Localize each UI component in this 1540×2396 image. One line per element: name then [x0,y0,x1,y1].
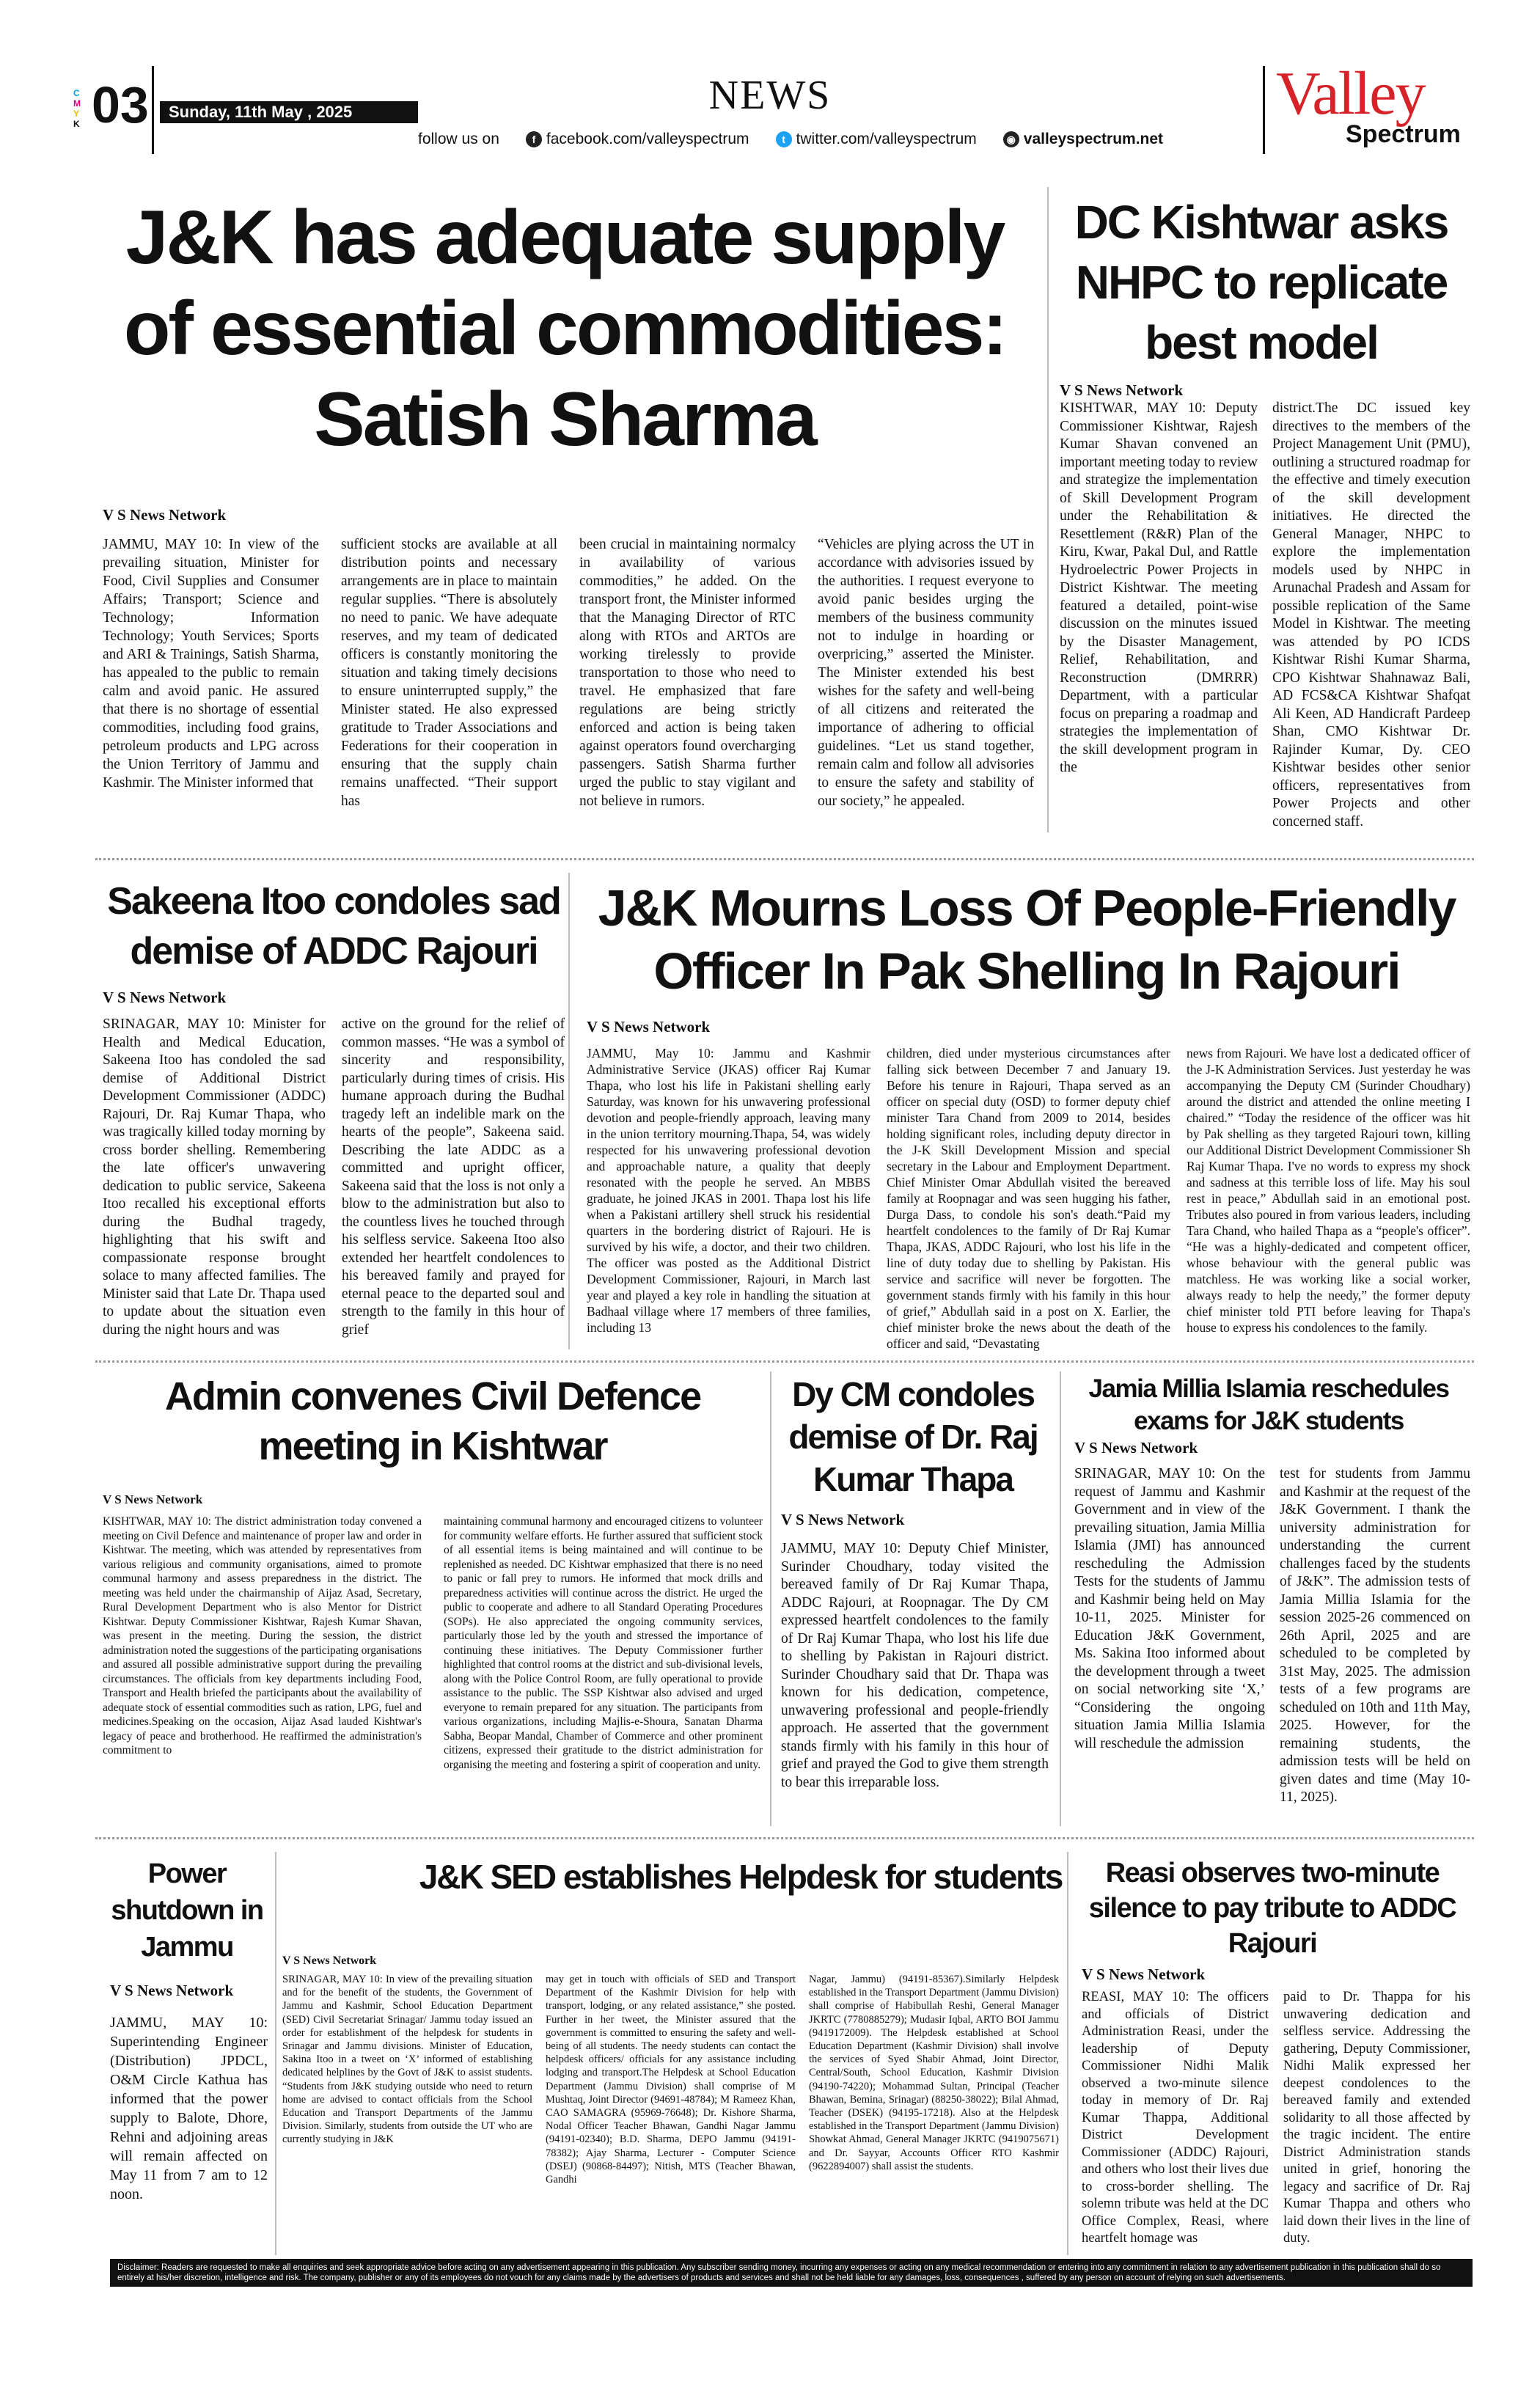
twitter-text: twitter.com/valleyspectrum [796,131,977,147]
byline-power: V S News Network [110,1982,234,1999]
body-dycm [781,1540,1049,1830]
divider [1067,1852,1068,2255]
page-number: 03 [92,76,149,133]
headline-supply: J&K has adequate supply of essential commodities: Satish Sharma [123,195,1006,462]
jamia-col-2: test for students from Jammu and Kashmir at the request of the J&K Government. I thank the university administration for understanding the current challenges faced by the students of J&K”. The admission tests of Jamia Millia Islamia for the session 2025-26 commenced on 26th April, 2025 and are scheduled to be completed by 31st May, 2025. The admission tests of a few programs are scheduled on 10th and 11th May, 2025. However, for the remaining students, the admission tests will be held on given dates and time (May 10-11, 2025). [1280,1466,1470,1805]
nhpc-col-1: KISHTWAR, MAY 10: Deputy Commissioner Kishtwar, Rajesh Kumar Shavan convened an important meeting today to review and strategize the implementation of Skill Development Program under the Rehabilitation & Resettlement (R&R) Plan of the Kiru, Kwar, Pakal Dul, and Rattle Hydroelectric Power Projects in District Kishtwar. The meeting featured a detailed, point-wise discussion on the minutes issued by the Disaster Management, Relief, Rehabilitation, and Reconstruction (DMRRR) Department, with a particular focus on preparing a roadmap and strategies the implementation of the skill development program in the [1060,400,1258,775]
twitter-link[interactable] [776,131,977,148]
sed-col-1: SRINAGAR, MAY 10: In view of the prevailing situation and for the benefit of the students, the Government of Jammu and Kashmir, School Education Department (SED) Civil Secretariat Srinagar/ Jammu today issued an order for establishment of the helpdesk for students in Srinagar and Jammu divisions. Minister of Education, Sakina Itoo in a tweet on ‘X’ informed of establishing dedicated helplines by the Govt of J&K to assist students. “Students from J&K studying outside who need to return home are advised to contact officials from the School Education and Transport Departments of the Jammu Division. Similarly, students from outside the UT who are currently studying in J&K [282,1974,532,2146]
mourns-col-3: news from Rajouri. We have lost a dedicated officer of the J-K Administration Services. Just yesterday he was accompanying the Deputy CM (Surinder Choudhary) around the district and attended the online meeting I chaired.” “Today the residence of the officer was hit by Pak shelling as they targeted Rajouri town, killing our Additional District Development Commissioner Sh Raj Kumar Thapa. I've no words to express my shock and sadness at this terrible loss of life. May his soul rest in peace,” Abdullah said in an emotional post. Tributes also poured in from various leaders, including Tara Chand, who hailed Thapa as a “people's officer”. “He was a highly-dedicated and competent officer, whose behaviour with the general public was matchless. He was working like a social worker, always ready to help the needy,” the former deputy chief minister told PTI before leaving for Thapa's house to express his condolences to the family. [1187,1046,1470,1335]
divider [770,1371,771,1826]
section-title: NEWS [708,73,832,118]
headline-kishtwar-nhpc: DC Kishtwar asks NHPC to replicate best model [1074,196,1448,369]
cmyk-k: K [73,119,80,129]
divider [95,858,1474,860]
headline-civil-defence: Admin convenes Civil Defence meeting in Kishtwar [164,1374,701,1468]
valley-spectrum-logo [1276,59,1467,148]
divider [1060,1371,1061,1826]
body-mourns [587,1045,1470,1353]
mourns-col-2: children, died under mysterious circumstances after falling sick between December 7 and January 19. Before his tenure in Rajouri, Thapa served as an officer on special duty (OSD) to former deputy chief minister Tara Chand from 2009 to 2014, besides holding significant roles, including deputy director in the J-K Skill Development Mission and special secretary in the Labour and Employment Department. Chief Minister Omar Abdullah visited the bereaved family at Roopnagar and was seen hugging his father, Durga Dass, to condole his son's death.“Paid my heartfelt condolences to the family of Dr Raj Kumar Thapa, JKAS, ADDC Rajouri, who lost his life in the line of duty today due to shelling by Pakistan. His service and sacrifice will never be forgotten. The government stands firmly with his family in this hour of grief,” Abdullah said in a post on X. Earlier, the chief minister broke the news about the death of the officer and said, “Devastating [887,1046,1170,1351]
byline-kishtwar-nhpc: V S News Network [1060,381,1184,399]
globe-icon: ◉ [1003,131,1019,147]
headline-reasi: Reasi observes two-minute silence to pay tribute to ADDC Rajouri [1088,1858,1456,1959]
supply-col-1: JAMMU, MAY 10: In view of the prevailing situation, Minister for Food, Civil Supplies and Consumer Affairs; Transport; Science and Technology; Information Technology; Youth Services; Sports and ARI & Trainings, Satish Sharma, has appealed to the public to remain calm and avoid panic. He assured that there is no shortage of essential commodities, including food grains, petroleum products and LPG across the Union Territory of Jammu and Kashmir. The Minister informed that [103,537,319,791]
supply-col-2: sufficient stocks are available at all distribution points and necessary arrangements are in place to maintain regular supplies. “There is absolutely no need to panic. We have adequate reserves, and my team of dedicated officers is constantly monitoring the situation and taking timely decisions to ensure uninterrupted supply,” the Minister stated. He also expressed gratitude to Trader Associations and Federations for their cooperation in ensuring that the supply chain remains unaffected. “Their support has [341,537,557,809]
cmyk-m: M [73,98,81,109]
body-jamia [1074,1465,1470,1832]
civil-col-1: KISHTWAR, MAY 10: The district administration today convened a meeting on Civil Defence and maintenance of proper law and order in Kishtwar. The meeting, which was attended by representatives from various religious and community organisations, aimed to promote communal harmony and assess preparedness in the district. The meeting was held under the chairmanship of Aijaz Asad, Secretary, Rural Development Department who is also Mentor for District Kishtwar. Deputy Commissioner Kishtwar, Rajesh Kumar Shavan, was present in the meeting. During the session, the district administration noted the suggestions of the participating organisations and assured all possible administrative support during the prevailing circumstances. The officials from key departments including Food, Transport and Health briefed the participants about the availability of adequate stock of essential commodities such as ration, LPG, fuel and medicines.Speaking on the occasion, Aijaz Asad lauded Kishtwar's legacy of peace and brotherhood. He reaffirmed the administration's commitment to [103,1515,422,1756]
headline-dycm: Dy CM condoles demise of Dr. Raj Kumar Thapa [788,1375,1038,1498]
byline-sed: V S News Network [282,1954,377,1967]
facebook-text: facebook.com/valleyspectrum [546,131,749,147]
logo-divider [1263,66,1265,154]
mourns-col-1: JAMMU, May 10: Jammu and Kashmir Administrative Service (JKAS) officer Raj Kumar Thapa, who lost his life in Pakistani shelling early Saturday, was known for his unwavering professional devotion and people-friendly approach, leaving many in the union territory mourning.Thapa, 54, was widely respected for his unwavering professional devotion and approachable nature, a quality that deeply resonated with the people he served. An MBBS graduate, he joined JKAS in 2001. Thapa lost his life when a Pakistani artillery shell struck his residential quarters in the bordering district of Rajouri. He is survived by his wife, a doctor, and their two children. The officer was posted as the Additional District Development Commissioner, Rajouri, in March last year and played a key role in handling the situation at Badhaal village where 17 members of three families, including 13 [587,1046,870,1335]
sed-col-2: may get in touch with officials of SED and Transport Department of the Kashmir Division for help with transport, lodging, or any related assistance,” she posted. Further in her tweet, the Minister assured that the government is committed to ensuring the safety and well-being of all students. The needy students can contact the helpdesk officers/ officials for any assistance including lodging and transport.The Helpdesk at School Education Department (Jammu Division) shall comprise of M Mushtaq, Joint Director (94691-48784); M Rameez Khan, CAO SAMAGRA (95969-76648); Dr. Kishore Sharma, Nodal Officer Teacher Bhawan, Gandhi Nagar Jammu (94191-02340); B.D. Sharma, DEPO Jammu (94191-78382); Ajay Sharma, Lecturer - Computer Science (DSEJ) (90868-84497); Nitish, MTS (Teacher Bhawan, Gandhi [546,1974,796,2186]
website-text: valleyspectrum.net [1023,131,1164,147]
nhpc-col-2: district.The DC issued key directives to the members of the Project Management Unit (PMU), outlining a structured roadmap for the effective and timely execution of the skill development initiatives. He directed the General Manager, NHPC to explore the implementation models used by NHPC in Arunachal Pradesh and Assam for possible replication of the Same Model in Kishtwar. The meeting was attended by PO ICDS Kishtwar Rishi Kumar Sharma, CPO Kishtwar Shahnawaz Bali, AD FCS&CA Kishtwar Shafqat Ali Keen, AD Handicraft Pardeep Shan, CMO Kishtwar Dr. Rajinder Kumar, Dy. CEO Kishtwar besides other senior officers, representatives from Power Projects and other concerned staff. [1272,400,1470,829]
cmyk-c: C [73,88,80,98]
byline-civil-defence: V S News Network [103,1492,203,1506]
headline-sed: J&K SED establishes Helpdesk for students [419,1858,1063,1896]
issue-date: Sunday, 11th May , 2025 [160,101,418,123]
body-supply [103,535,1034,829]
body-power [110,2013,268,2248]
sed-col-3: Nagar, Jammu) (94191-85367).Similarly Helpdesk established in the Transport Department (Jammu Division) shall comprise of Habibullah Reshi, General Manager JKRTC (7780885279); Mudasir Iqbal, ARTO BOI Jammu (9419172009). The Helpdesk established at School Education Department (Kashmir Division) shall involve the services of Syed Shabir Ahmad, Joint Director, Central/South, School Education, Kashmir Division (94190-74220); Mohammad Sultan, Principal (Teacher Bhawan, Bemina, Srinagar) (88250-38022); Bilal Ahmad, Teacher (DSEK) (94195-17218). Also at the Helpdesk established in the Transport Department (Jammu Division) Showkat Ahmad, General Manager JKRTC (9419075671) and Dr. Sayyar, Accounts Officer RTO Kashmir (9622894007) shall assist the students. [809,1974,1059,2172]
byline-mourns: V S News Network [587,1018,711,1036]
logo-main: Valley [1276,59,1425,128]
body-reasi [1082,1989,1470,2253]
cmyk-y: Y [73,109,80,119]
reasi-col-2: paid to Dr. Thappa for his unwavering dedication and selfless service. Addressing the gathering, Deputy Commissioner, Nidhi Malik expressed her deepest condolences to the bereaved family and extended solidarity to all those affected by the tragic incident. The entire District Administration stands united in grief, honoring the legacy and sacrifice of Dr. Raj Kumar Thappa and others who laid down their lives in the line of duty. [1283,1990,1470,2246]
byline-sakeena: V S News Network [103,989,227,1006]
headline-power: Power shutdown in Jammu [111,1858,263,1963]
headline-jamia: Jamia Millia Islamia reschedules exams for J&K students [1088,1374,1449,1435]
divider [568,873,570,1349]
body-civil-defence [103,1514,763,1830]
sakeena-col-2: active on the ground for the relief of common masses. “He was a symbol of sincerity and responsibility, particularly during times of crisis. His humane approach during the Budhal tragedy left an indelible mark on the hearts of the people”, Sakeena said. Describing the late ADDC as a committed and upright officer, Sakeena said that the loss is not only a blow to the administration but also to the countless lives he touched through his selfless service. Sakeena Itoo also extended her heartfelt condolences to his bereaved family and prayed for eternal peace to the departed soul and strength to the family in this hour of grief [342,1016,565,1338]
divider [275,1852,276,2255]
sakeena-col-1: SRINAGAR, MAY 10: Minister for Health and Medical Education, Sakeena Itoo has condoled the sad demise of Additional District Development Commissioner (ADDC) Rajouri, Dr. Raj Kumar Thapa, who was tragically killed today morning by cross border shelling. Remembering the late officer's unwavering dedication to public service, Sakeena Itoo recalled his exceptional efforts during the Budhal tragedy, highlighting that his swift and compassionate response brought solace to many affected families. The Minister said that Late Dr. Thapa used to update about the situation even during the night hours and was [103,1016,326,1338]
divider [1047,187,1049,832]
masthead-divider [152,66,154,154]
facebook-link[interactable] [526,131,749,148]
byline-jamia: V S News Network [1074,1439,1198,1457]
website-link[interactable] [1003,131,1163,148]
supply-col-3: been crucial in maintaining normalcy in availability of various commodities,” he added. On the transport front, the Minister informed that the Managing Director of RTC along with RTOs and ARTOs are working tirelessly to provide transportation to those who need to travel. He emphasized that fare regulations are being strictly enforced and action is being taken against operators found overcharging passengers. Satish Sharma further urged the public to stay vigilant and not believe in rumors. [579,537,796,809]
civil-col-2: maintaining communal harmony and encouraged citizens to volunteer for community welfare efforts. He further assured that sufficient stock of all essential items is being maintained and will continue to be replenished as needed. DC Kishtwar emphasized that there is no need to panic or fall prey to rumors. He informed that mock drills and preparedness activities will continue across the district. He urged the public to cooperate and adhere to all Standard Operating Procedures (SOPs). He also appreciated the ongoing community services, particularly those led by the youth and stressed the importance of continuing these initiatives. The Deputy Commissioner further highlighted that control rooms at the district and sub-divisional levels, along with the Police Control Room, are fully operational to provide assistance to the public. The SSP Kishtwar also advised and urged everyone to remain prepared for any situation. The participants from various organizations, including Majlis-e-Shoura, Sanatan Dharma Sabha, Beopar Mandal, Chamber of Commerce and other prominent citizens, expressed their gratitude to the district administration for organising the meeting and fostering a spirit of cooperation and unity. [444,1515,763,1771]
byline-dycm: V S News Network [781,1511,905,1528]
divider [95,1837,1474,1839]
reasi-col-1: REASI, MAY 10: The officers and officials of District Administration Reasi, under the leadership of Deputy Commissioner Nidhi Malik observed a two-minute silence today in memory of Dr. Raj Kumar Thappa, Additional District Development Commissioner (ADDC) Rajouri, and others who lost their lives due to cross-border shelling. The solemn tribute was held at the DC Office Complex, Reasi, where heartfelt homage was [1082,1990,1269,2246]
body-kishtwar-nhpc [1060,400,1470,832]
byline-reasi: V S News Network [1082,1965,1206,1983]
body-sakeena [103,1016,565,1349]
twitter-icon: t [776,131,792,147]
headline-mourns: J&K Mourns Loss Of People-Friendly Officer In Pak Shelling In Rajouri [598,879,1456,1000]
cmyk-marks [73,88,87,129]
disclaimer-bar: Disclaimer: Readers are requested to make all enquiries and seek appropriate advice before acting on any advertisement appearing in this publication. Any subscriber sending money, incurring any expenses or acting on any medical recommendation or entering into any commitment in relation to any advertisement publication in this publication shall do so entirely at his/her discretion, intelligence and risk. The company, publisher or any of its employees do not vouch for any claims made by the advertisers of products and services and shall not be held liable for any damages, loss, consequences , suffered by any person on account of relying on such advertisements. [110,2259,1473,2287]
byline-supply: V S News Network [103,506,227,524]
dycm-col-1: JAMMU, MAY 10: Deputy Chief Minister, Surinder Choudhary, today visited the bereaved family of Dr Raj Kumar Thapa, ADDC Rajouri, at Roopnagar. The Dy CM expressed heartfelt condolences to the family of Dr Raj Kumar Thapa, who lost his life due to shelling by Pakistan in Rajouri district. Surinder Choudhary said that Dr. Thapa was known for his dedication, competence, unwavering professional and people-friendly approach. He asserted that the government stands firmly with his family in this hour of grief and prayed the God to give them strength to bear this irreparable loss. [781,1541,1049,1790]
jamia-col-1: SRINAGAR, MAY 10: On the request of Jammu and Kashmir Government and in view of the prevailing situation, Jamia Millia Islamia (JMI) has announced rescheduling the Admission Tests for the students of Jammu and Kashmir being held on May 10-11, 2025. Minister for Education J&K Government, Ms. Sakina Itoo informed about the development through a tweet on social networking site ‘X,’ “Considering the ongoing situation Jamia Millia Islamia will reschedule the admission [1074,1466,1265,1751]
body-sed [282,1973,1060,2252]
logo-sub: Spectrum [1346,120,1461,148]
facebook-icon: f [526,131,542,147]
social-links [418,131,1163,148]
follow-label: follow us on [418,131,499,147]
headline-sakeena: Sakeena Itoo condoles sad demise of ADDC Rajouri [107,880,560,972]
supply-col-4: “Vehicles are plying across the UT in accordance with advisories issued by the authorities. I request everyone to avoid panic besides urging the members of the business community not to indulge in hoarding or overpricing,” asserted the Minister. The Minister extended his best wishes for the safety and well-being of all citizens and reiterated the importance of adhering to official guidelines. “Let us stand together, remain calm and follow all advisories to ensure the safety and stability of our society,” he appealed. [818,537,1034,809]
divider [95,1360,1474,1363]
power-col-1: JAMMU, MAY 10: Superintending Engineer (Distribution) JPDCL, O&M Circle Kathua has informed that the power supply to Balote, Dhore, Rehni and adjoining areas will remain affected on May 11 from 7 am to 12 noon. [110,2015,268,2202]
